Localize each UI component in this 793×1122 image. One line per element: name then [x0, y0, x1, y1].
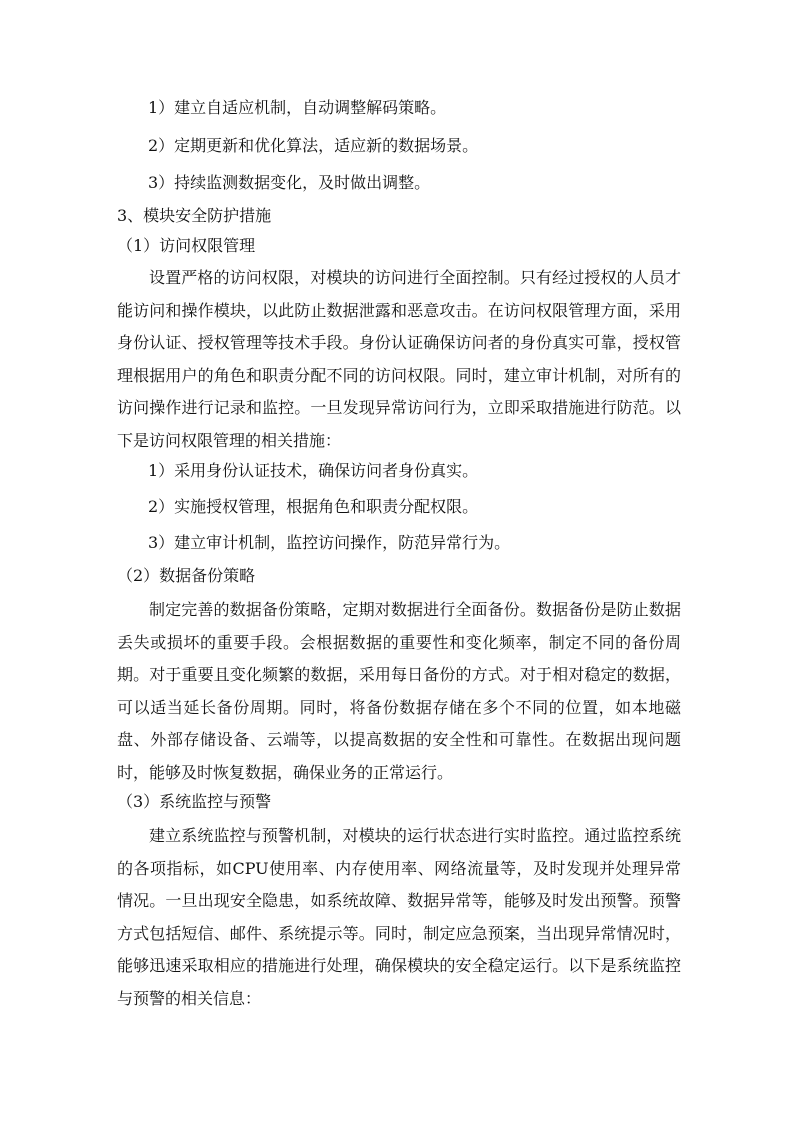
list-item: 2）定期更新和优化算法，适应新的数据场景。 — [148, 136, 479, 155]
paragraph: 设置严格的访问权限，对模块的访问进行全面控制。只有经过授权的人员才能访问和操作模块，以此防止数据泄露和恶意攻击。在访问权限管理方面，采用身份认证、授权管理等技术手段。身份认证确保访问者的身份真实可靠，授权管理根据用户的角色和职责分配不同的访问权限。同时，建立审计机制，对所有的访问操作进行记录和监控。一旦发现异常访问行为，立即采取措施进行防范。以下是访问权限管理的相关措施： — [117, 268, 681, 450]
subsection-heading: （3）系统监控与预警 — [117, 792, 272, 811]
list-item: 1）采用身份认证技术，确保访问者身份真实。 — [148, 461, 479, 480]
section-heading: 3、模块安全防护措施 — [117, 206, 272, 225]
list-item: 2）实施授权管理，根据角色和职责分配权限。 — [148, 497, 479, 516]
paragraph: 制定完善的数据备份策略，定期对数据进行全面备份。数据备份是防止数据丢失或损坏的重要手段。会根据数据的重要性和变化频率，制定不同的备份周期。对于重要且变化频繁的数据，采用每日备份的方式。对于相对稳定的数据，可以适当延长备份周期。同时，将备份数据存储在多个不同的位置，如本地磁盘、外部存储设备、云端等，以提高数据的安全性和可靠性。在数据出现问题时，能够及时恢复数据，确保业务的正常运行。 — [117, 600, 681, 782]
list-item: 3）持续监测数据变化，及时做出调整。 — [148, 173, 431, 192]
paragraph: 建立系统监控与预警机制，对模块的运行状态进行实时监控。通过监控系统的各项指标，如CPU使用率、内存使用率、网络流量等，及时发现并处理异常情况。一旦出现安全隐患，如系统故障、数据异常等，能够及时发出预警。预警方式包括短信、邮件、系统提示等。同时，制定应急预案，当出现异常情况时，能够迅速采取相应的措施进行处理，确保模块的安全稳定运行。以下是系统监控与预警的相关信息： — [117, 826, 681, 1008]
subsection-heading: （2）数据备份策略 — [117, 566, 256, 585]
list-item: 1）建立自适应机制，自动调整解码策略。 — [148, 98, 447, 117]
list-item: 3）建立审计机制，监控访问操作，防范异常行为。 — [148, 533, 511, 552]
subsection-heading: （1）访问权限管理 — [117, 236, 256, 255]
